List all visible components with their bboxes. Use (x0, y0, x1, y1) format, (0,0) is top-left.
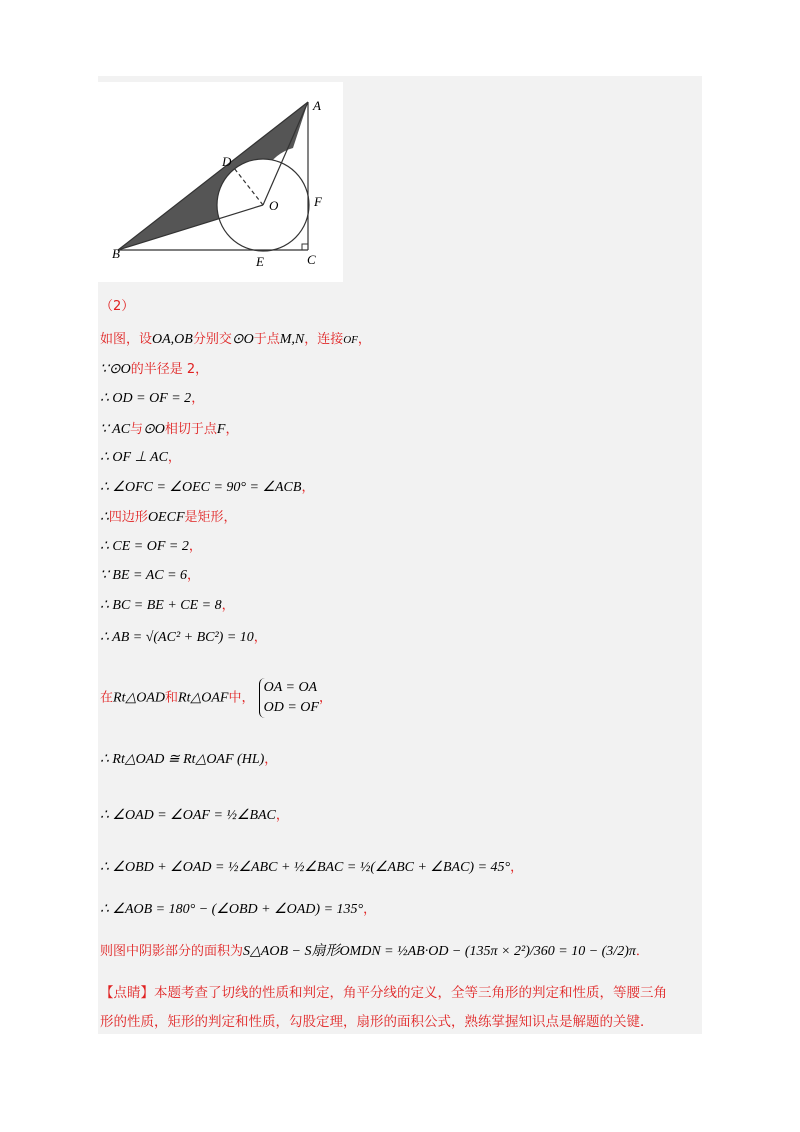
line-13: ∴ Rt△OAD ≅ Rt△OAF (HL)， (100, 752, 278, 767)
right-angle-mark (302, 244, 308, 250)
line-10: ∴ BC = BE + CE = 8， (100, 598, 235, 613)
label-b: B (112, 246, 120, 261)
part-label: （2） (100, 299, 135, 314)
line-3: ∴ OD = OF = 2， (100, 391, 205, 406)
line-15: ∴ ∠OBD + ∠OAD = ½∠ABC + ½∠BAC = ½(∠ABC + ∠BAC) = 45°， (100, 860, 524, 875)
geometry-figure (98, 82, 343, 282)
label-d: D (222, 154, 232, 169)
label-c: C (307, 252, 316, 267)
label-e: E (256, 254, 264, 269)
label-o: O (269, 198, 279, 213)
comment-line-1: 【点睛】本题考查了切线的性质和判定，角平分线的定义，全等三角形的判定和性质，等腰三角 (100, 985, 667, 1001)
line-9: ∵ BE = AC = 6， (100, 568, 201, 583)
triangle-circle-diagram (98, 82, 343, 282)
line-7: ∴四边形OECF是矩形， (100, 510, 237, 525)
line-4: ∵ AC与⊙O相切于点F， (100, 422, 239, 437)
equation-system: OA = OA OD = OF (259, 678, 319, 718)
label-f: F (314, 194, 322, 209)
line-5: ∴ OF ⊥ AC， (100, 450, 181, 465)
label-a: A (313, 98, 321, 113)
line-1: 如图，设OA,OB分别交⊙O于点M,N，连接OF， (100, 332, 371, 347)
comment-line-2: 形的性质，矩形的判定和性质，勾股定理，扇形的面积公式，熟练掌握知识点是解题的关键． (100, 1014, 654, 1030)
line-11: ∴ AB = √(AC² + BC²) = 10， (100, 630, 267, 645)
line-6: ∴ ∠OFC = ∠OEC = 90° = ∠ACB， (100, 480, 315, 495)
line-2: ∵⊙O的半径是 2， (100, 362, 209, 377)
line-12: 在Rt△OAD和Rt△OAF中， OA = OA OD = OF ， (100, 678, 332, 718)
line-14: ∴ ∠OAD = ∠OAF = ½∠BAC， (100, 808, 289, 823)
line-16: ∴ ∠AOB = 180° − (∠OBD + ∠OAD) = 135°， (100, 902, 377, 917)
line-17: 则图中阴影部分的面积为S△AOB − S扇形OMDN = ½AB·OD − (135π × 2²)/360 = 10 − (3/2)π． (100, 944, 649, 959)
line-8: ∴ CE = OF = 2， (100, 539, 202, 554)
